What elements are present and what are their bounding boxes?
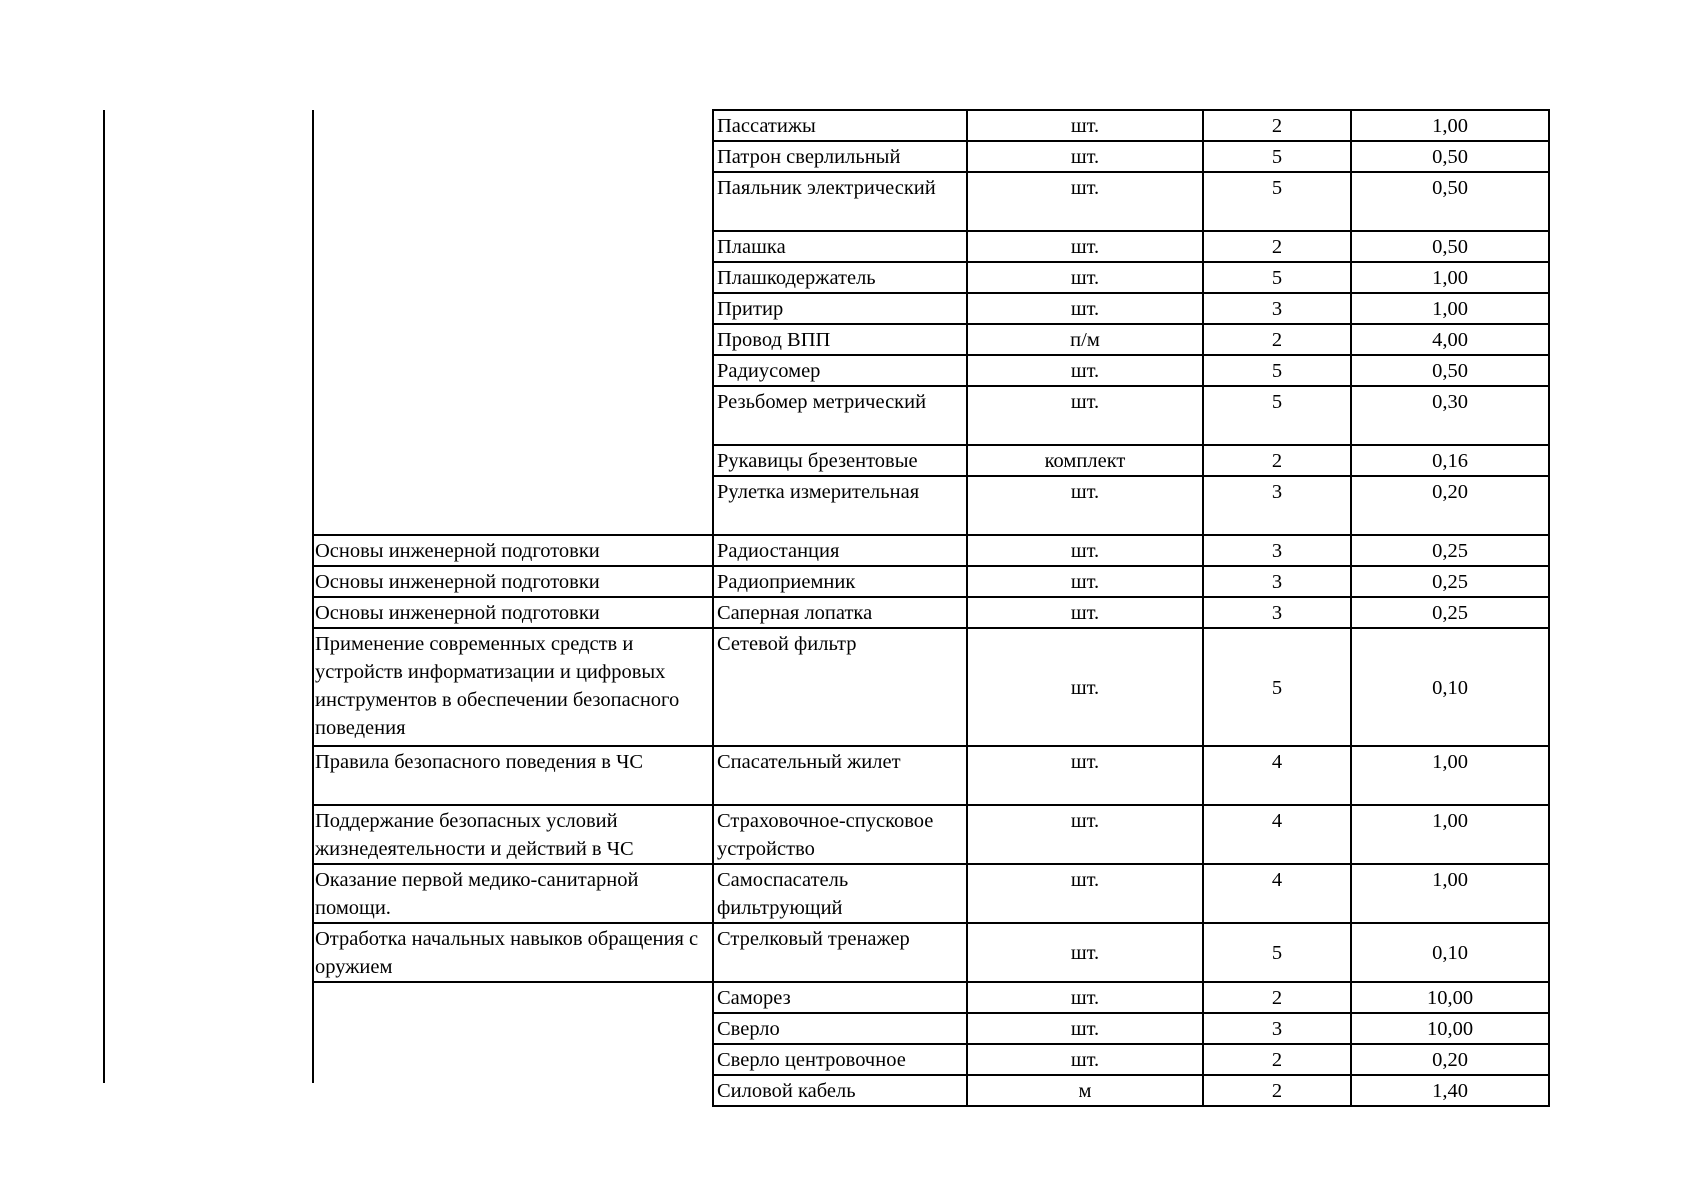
- item-name: Силовой кабель: [713, 1075, 967, 1106]
- item-qty: 5: [1203, 172, 1351, 231]
- item-qty: 3: [1203, 1013, 1351, 1044]
- item-unit: м: [967, 1075, 1203, 1106]
- item-norm: 1,00: [1351, 864, 1549, 923]
- item-unit: шт.: [967, 923, 1203, 982]
- item-name: Плашка: [713, 231, 967, 262]
- item-qty: 2: [1203, 1075, 1351, 1106]
- table-row: [312, 535, 1549, 566]
- table-row: [312, 110, 1549, 141]
- item-norm: 0,50: [1351, 141, 1549, 172]
- item-norm: 1,00: [1351, 805, 1549, 864]
- table-row: [312, 746, 1549, 805]
- item-unit: шт.: [967, 262, 1203, 293]
- item-qty: 3: [1203, 597, 1351, 628]
- item-name: Саперная лопатка: [713, 597, 967, 628]
- item-qty: 4: [1203, 805, 1351, 864]
- item-norm: 0,20: [1351, 476, 1549, 535]
- item-norm: 0,50: [1351, 355, 1549, 386]
- item-qty: 3: [1203, 566, 1351, 597]
- item-name: Сверло центровочное: [713, 1044, 967, 1075]
- item-qty: 5: [1203, 355, 1351, 386]
- item-unit: шт.: [967, 566, 1203, 597]
- item-qty: 4: [1203, 864, 1351, 923]
- item-qty: 5: [1203, 628, 1351, 746]
- item-norm: 0,25: [1351, 535, 1549, 566]
- item-unit: шт.: [967, 1013, 1203, 1044]
- item-qty: 5: [1203, 923, 1351, 982]
- table-row: [312, 805, 1549, 864]
- item-norm: 0,16: [1351, 445, 1549, 476]
- item-qty: 4: [1203, 746, 1351, 805]
- table-row: [312, 566, 1549, 597]
- topic-cell: [312, 110, 713, 535]
- table-row: [312, 982, 1549, 1013]
- item-name: Резьбомер метрический: [713, 386, 967, 445]
- topic-cell: Оказание первой медико-санитарной помощи.: [312, 864, 713, 923]
- item-name: Плашкодержатель: [713, 262, 967, 293]
- item-qty: 5: [1203, 386, 1351, 445]
- item-norm: 1,00: [1351, 293, 1549, 324]
- table-row: [312, 597, 1549, 628]
- equipment-table: [312, 109, 1550, 1107]
- item-name: Саморез: [713, 982, 967, 1013]
- item-norm: 1,40: [1351, 1075, 1549, 1106]
- item-name: Провод ВПП: [713, 324, 967, 355]
- left-border-line: [103, 110, 105, 1083]
- item-unit: шт.: [967, 355, 1203, 386]
- item-qty: 2: [1203, 1044, 1351, 1075]
- item-unit: шт.: [967, 386, 1203, 445]
- item-qty: 2: [1203, 982, 1351, 1013]
- item-norm: 1,00: [1351, 262, 1549, 293]
- topic-cell: Поддержание безопасных условий жизнедеятельности и действий в ЧС: [312, 805, 713, 864]
- item-qty: 5: [1203, 141, 1351, 172]
- item-name: Патрон сверлильный: [713, 141, 967, 172]
- topic-cell: Основы инженерной подготовки: [312, 535, 713, 566]
- topic-cell: Основы инженерной подготовки: [312, 597, 713, 628]
- item-name: Страховочное-спусковое устройство: [713, 805, 967, 864]
- table-row: [312, 628, 1549, 746]
- item-name: Притир: [713, 293, 967, 324]
- item-name: Пассатижы: [713, 110, 967, 141]
- item-qty: 2: [1203, 231, 1351, 262]
- item-unit: шт.: [967, 805, 1203, 864]
- item-unit: шт.: [967, 535, 1203, 566]
- item-unit: шт.: [967, 628, 1203, 746]
- item-norm: 0,25: [1351, 566, 1549, 597]
- topic-cell: Отработка начальных навыков обращения с оружием: [312, 923, 713, 982]
- topic-cell: [312, 982, 713, 1106]
- item-norm: 0,10: [1351, 628, 1549, 746]
- topic-cell: Правила безопасного поведения в ЧС: [312, 746, 713, 805]
- item-qty: 2: [1203, 110, 1351, 141]
- item-unit: шт.: [967, 293, 1203, 324]
- item-unit: шт.: [967, 231, 1203, 262]
- item-norm: 0,50: [1351, 231, 1549, 262]
- item-unit: шт.: [967, 172, 1203, 231]
- item-name: Спасательный жилет: [713, 746, 967, 805]
- item-unit: шт.: [967, 982, 1203, 1013]
- item-norm: 0,50: [1351, 172, 1549, 231]
- item-norm: 0,25: [1351, 597, 1549, 628]
- item-unit: шт.: [967, 141, 1203, 172]
- item-norm: 10,00: [1351, 982, 1549, 1013]
- item-norm: 0,30: [1351, 386, 1549, 445]
- item-name: Рукавицы брезентовые: [713, 445, 967, 476]
- item-name: Сверло: [713, 1013, 967, 1044]
- item-qty: 3: [1203, 293, 1351, 324]
- item-name: Радиоприемник: [713, 566, 967, 597]
- item-norm: 1,00: [1351, 746, 1549, 805]
- item-qty: 3: [1203, 535, 1351, 566]
- item-unit: шт.: [967, 864, 1203, 923]
- item-unit: шт.: [967, 1044, 1203, 1075]
- item-qty: 3: [1203, 476, 1351, 535]
- item-unit: шт.: [967, 110, 1203, 141]
- item-qty: 2: [1203, 445, 1351, 476]
- table-row: [312, 864, 1549, 923]
- table-row: [312, 923, 1549, 982]
- topic-cell: Применение современных средств и устройств информатизации и цифровых инструментов в обеспечении безопасного поведения: [312, 628, 713, 746]
- item-name: Рулетка измерительная: [713, 476, 967, 535]
- item-norm: 0,20: [1351, 1044, 1549, 1075]
- item-name: Стрелковый тренажер: [713, 923, 967, 982]
- item-name: Паяльник электрический: [713, 172, 967, 231]
- item-unit: шт.: [967, 746, 1203, 805]
- item-name: Сетевой фильтр: [713, 628, 967, 746]
- item-unit: шт.: [967, 597, 1203, 628]
- item-qty: 2: [1203, 324, 1351, 355]
- item-unit: комплект: [967, 445, 1203, 476]
- topic-cell: Основы инженерной подготовки: [312, 566, 713, 597]
- item-unit: шт.: [967, 476, 1203, 535]
- item-name: Самоспасатель фильтрующий: [713, 864, 967, 923]
- item-norm: 10,00: [1351, 1013, 1549, 1044]
- item-name: Радиостанция: [713, 535, 967, 566]
- item-unit: п/м: [967, 324, 1203, 355]
- item-qty: 5: [1203, 262, 1351, 293]
- item-name: Радиусомер: [713, 355, 967, 386]
- item-norm: 0,10: [1351, 923, 1549, 982]
- item-norm: 1,00: [1351, 110, 1549, 141]
- item-norm: 4,00: [1351, 324, 1549, 355]
